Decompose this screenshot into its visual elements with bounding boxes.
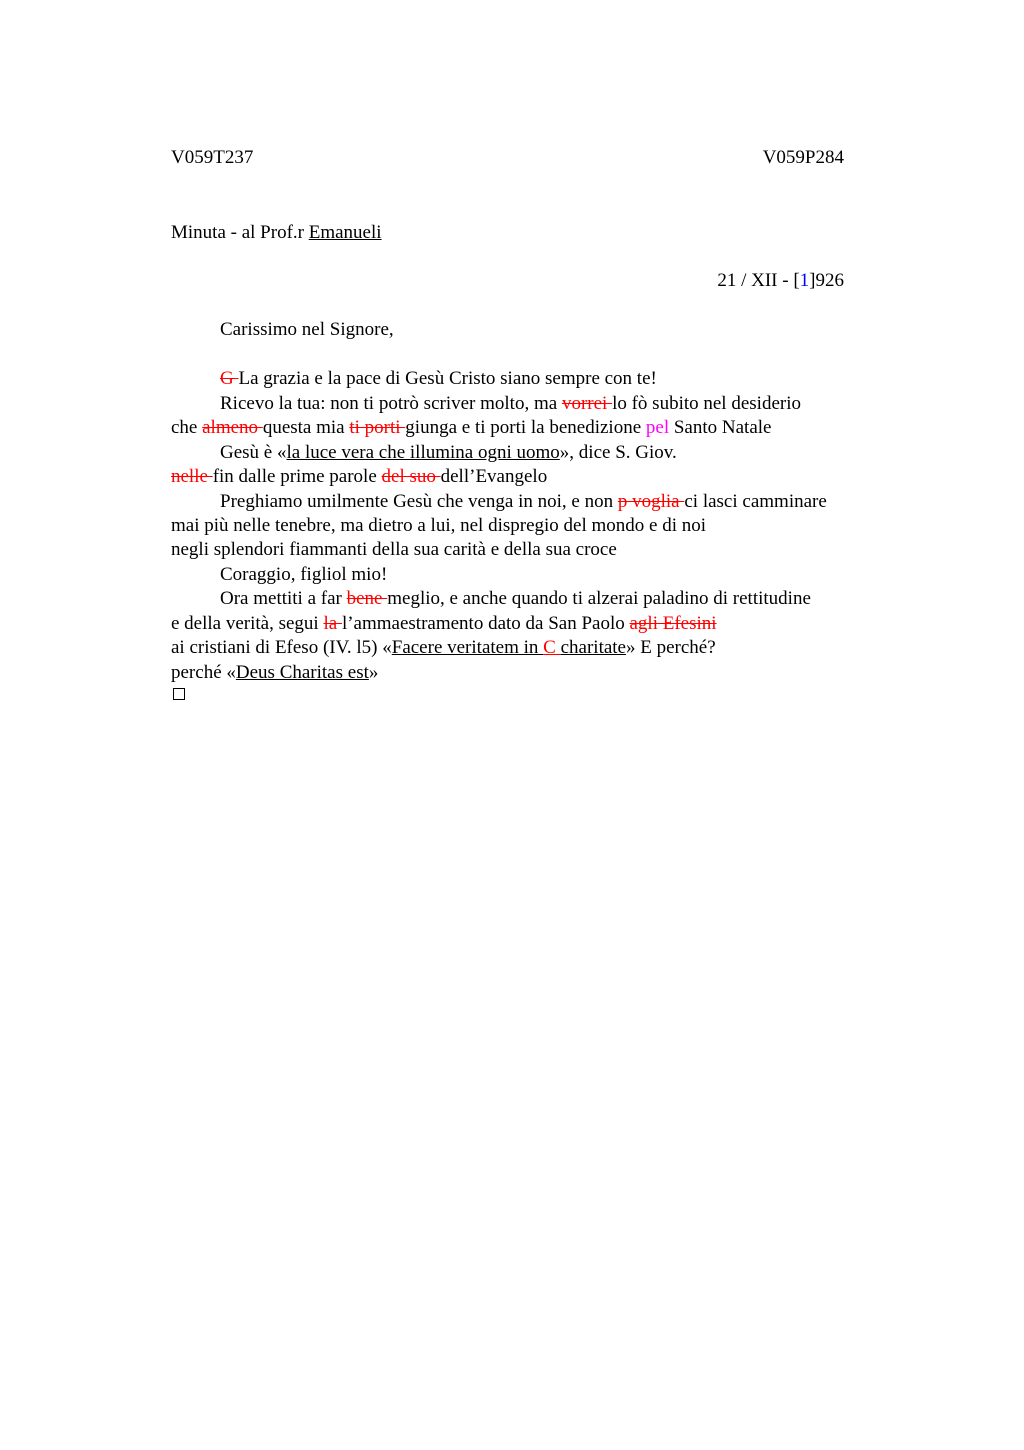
line-text: Santo Natale <box>669 417 772 438</box>
line-text: » <box>368 662 379 683</box>
body-line-7: mai più nelle tenebre, ma dietro a lui, nel dispregio del mondo e di noi <box>171 515 707 536</box>
body-line-13 <box>171 661 378 685</box>
body-line-11 <box>171 612 717 636</box>
body-line-8: negli splendori fiammanti della sua carità e della sua croce <box>171 539 617 560</box>
empty-box-glyph <box>173 688 185 700</box>
body-line-12 <box>171 636 716 660</box>
line-text: lo fò subito nel desiderio <box>612 393 801 414</box>
quoted-text: Facere veritatem in <box>391 637 544 658</box>
line-text: e della verità, segui <box>171 613 324 634</box>
date-after: ]926 <box>809 270 844 291</box>
deleted-text: almeno <box>202 417 263 438</box>
body-line-10 <box>220 587 811 611</box>
line-text: » E perché? <box>626 637 716 658</box>
deleted-text: la <box>323 613 342 634</box>
document-title <box>171 221 382 245</box>
title-prefix: Minuta - al Prof.r <box>171 222 309 243</box>
line-text: meglio, e anche quando ti alzerai paladino di rettitudine <box>387 588 811 609</box>
quoted-text: charitate <box>560 637 626 658</box>
line-text: dell’Evangelo <box>440 466 548 487</box>
deleted-text: bene <box>346 588 388 609</box>
deleted-text: p voglia <box>617 491 685 512</box>
line-text: Gesù è « <box>220 442 287 463</box>
line-text: Ricevo la tua: non ti potrò scriver molto, ma <box>220 393 562 414</box>
body-line-6 <box>220 490 827 514</box>
document-date <box>717 269 844 293</box>
recipient-name: Emanueli <box>308 222 382 243</box>
line-text: questa mia <box>262 417 350 438</box>
header-left-code: V059T237 <box>171 147 254 168</box>
deleted-text: agli Efesini <box>629 613 717 634</box>
deleted-text: del suo <box>381 466 441 487</box>
quoted-text: Deus Charitas est <box>235 662 369 683</box>
quoted-text: la luce vera che illumina ogni uomo <box>286 442 560 463</box>
line-text: La grazia e la pace di Gesù Cristo siano sempre con te! <box>238 368 657 389</box>
line-text: », dice S. Giov. <box>559 442 677 463</box>
line-text: ci lasci camminare <box>684 491 827 512</box>
line-text: fin dalle prime parole <box>212 466 382 487</box>
body-line-2 <box>220 392 801 416</box>
line-text: Preghiamo umilmente Gesù che venga in noi, e non <box>220 491 618 512</box>
date-editor-digit: 1 <box>799 270 810 291</box>
line-text: ai cristiani di Efeso (IV. l5) « <box>171 637 392 658</box>
line-text: che <box>171 417 203 438</box>
line-text: l’ammaestramento dato da San Paolo <box>341 613 630 634</box>
body-line-9: Coraggio, figliol mio! <box>220 564 388 585</box>
line-text: giunga e ti porti la benedizione <box>405 417 646 438</box>
deleted-text: nelle <box>171 466 213 487</box>
header-right-code: V059P284 <box>762 147 844 168</box>
line-text: Ora mettiti a far <box>220 588 347 609</box>
salutation: Carissimo nel Signore, <box>220 319 394 340</box>
deleted-text: vorrei <box>561 393 613 414</box>
deleted-text: G <box>220 368 239 389</box>
body-line-3 <box>171 416 771 440</box>
date-before: 21 / XII - [ <box>717 270 800 291</box>
body-line-1 <box>220 367 657 391</box>
deleted-text: C <box>543 637 561 658</box>
highlighted-word: pel <box>645 417 670 438</box>
line-text: perché « <box>171 662 236 683</box>
body-line-5 <box>171 465 547 489</box>
body-line-4 <box>220 441 677 465</box>
deleted-text: ti porti <box>349 417 406 438</box>
